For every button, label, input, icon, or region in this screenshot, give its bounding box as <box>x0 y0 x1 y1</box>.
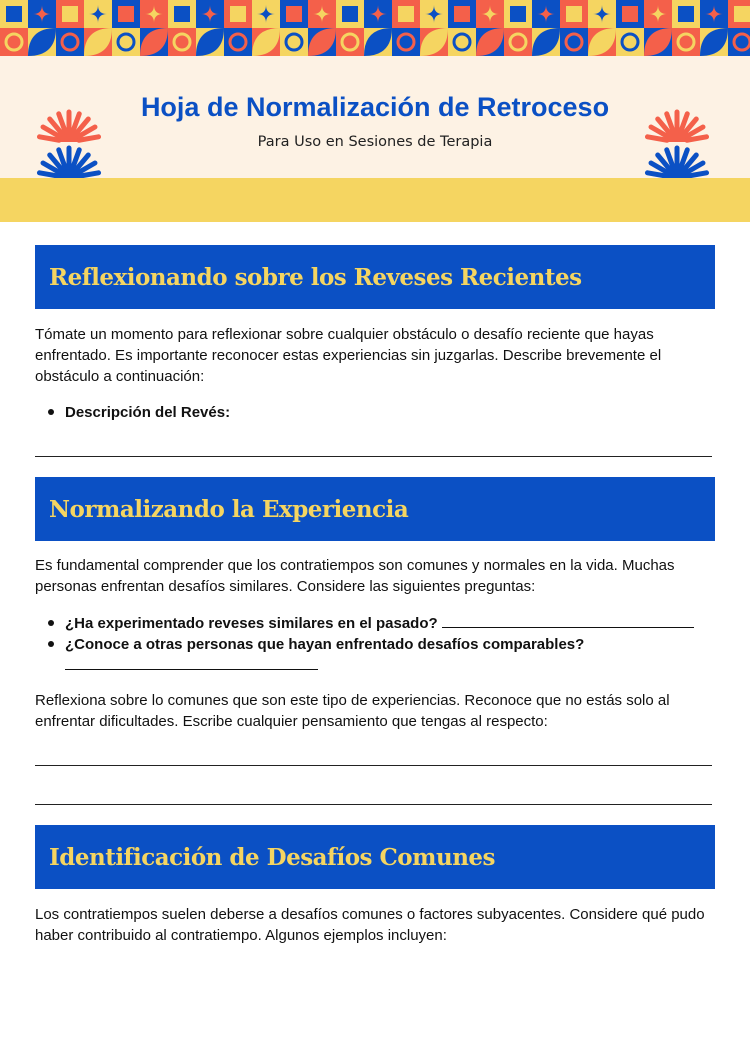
decorative-pattern <box>0 0 750 56</box>
section-heading: Identificación de Desafíos Comunes <box>49 843 495 871</box>
section-heading: Reflexionando sobre los Reveses Recientes <box>49 263 582 291</box>
section-intro: Los contratiempos suelen deberse a desafíos comunes o factores subyacentes. Considere qué pudo haber contribuido al contratiempo. Algunos ejemplos incluyen: <box>35 906 705 944</box>
section-banner-reflexionando <box>35 245 715 309</box>
section-banner-normalizando <box>35 477 715 541</box>
bullet-list <box>45 402 715 423</box>
bullet-list <box>45 613 715 676</box>
section-intro: Tómate un momento para reflexionar sobre cualquier obstáculo o desafío reciente que hayas enfrentado. Es importante reconocer estas experiencias sin juzgarlas. Describe brevemente el obstáculo a continuación: <box>35 326 662 385</box>
section-banner-identificacion <box>35 825 715 889</box>
section-heading: Normalizando la Experiencia <box>49 495 409 523</box>
list-item: ¿Conoce a otras personas que hayan enfrentado desafíos comparables? <box>45 634 715 676</box>
write-line[interactable] <box>35 456 712 457</box>
section-intro: Es fundamental comprender que los contratiempos son comunes y normales en la vida. Muchas personas enfrentan desafíos similares. Considere las siguientes preguntas: <box>35 557 675 595</box>
header-yellow-stripe <box>0 178 750 222</box>
answer-blank[interactable] <box>65 655 318 670</box>
page-title: Hoja de Normalización de Retroceso <box>140 92 610 122</box>
write-line[interactable] <box>35 765 712 766</box>
list-item: Descripción del Revés: <box>45 402 715 423</box>
page-subtitle: Para Uso en Sesiones de Terapia <box>257 134 493 150</box>
answer-blank[interactable] <box>442 613 694 628</box>
write-line[interactable] <box>35 804 712 805</box>
reflection-prompt: Reflexiona sobre lo comunes que son este tipo de experiencias. Reconoce que no estás solo al enfrentar dificultades. Escribe cualquier pensamiento que tengas al respecto: <box>35 692 670 730</box>
list-item: ¿Ha experimentado reveses similares en el pasado? <box>45 613 715 634</box>
